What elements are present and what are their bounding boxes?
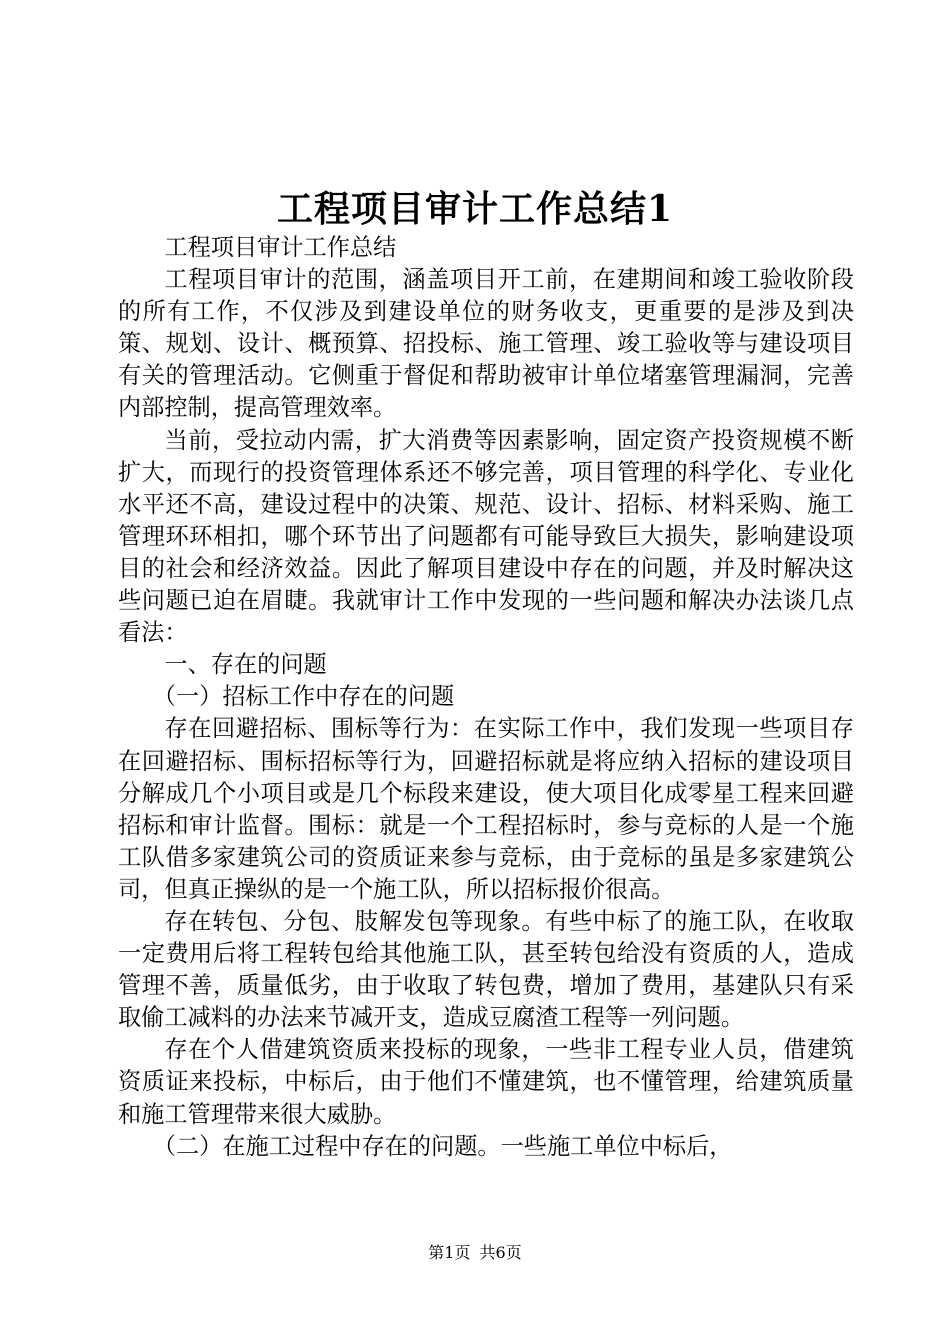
paragraph: 当前，受拉动内需，扩大消费等因素影响，固定资产投资规模不断扩大，而现行的投资管理体系还不够完善，项目管理的科学化、专业化水平还不高，建设过程中的决策、规范、设计、招标、材料采购、施工管理环环相扣，哪个环节出了问题都有可能导致巨大损失，影响建设项目的社会和经济效益。因此了解项目建设中存在的问题，并及时解决这些问题已迫在眉睫。我就审计工作中发现的一些问题和解决办法谈几点看法： [118,426,854,647]
document-title: 工程项目审计工作总结1 [276,188,674,230]
subsection-heading: （二）在施工过程中存在的问题。一些施工单位中标后， [152,1132,733,1160]
page-footer [0,1242,950,1264]
paragraph: 存在个人借建筑资质来投标的现象，一些非工程专业人员，借建筑资质证来投标，中标后，由于他们不懂建筑，也不懂管理，给建筑质量和施工管理带来很大威胁。 [118,1036,854,1128]
paragraph: 存在回避招标、围标等行为：在实际工作中，我们发现一些项目存在回避招标、围标招标等行为，回避招标就是将应纳入招标的建设项目分解成几个小项目或是几个标段来建设，使大项目化成零星工程来回避招标和审计监督。围标：就是一个工程招标时，参与竞标的人是一个施工队借多家建筑公司的资质证来参与竞标，由于竞标的虽是多家建筑公司，但真正操纵的是一个施工队，所以招标报价很高。 [118,715,854,903]
section-heading: 一、存在的问题 [164,651,327,679]
paragraph: 存在转包、分包、肢解发包等现象。有些中标了的施工队，在收取一定费用后将工程转包给其他施工队，甚至转包给没有资质的人，造成管理不善，质量低劣，由于收取了转包费，增加了费用，基建队只有采取偷工减料的办法来节减开支，造成豆腐渣工程等一列问题。 [118,907,854,1032]
paragraph-heading: 工程项目审计工作总结 [164,234,397,261]
page-total: 共6页 [479,1243,522,1262]
document-body [118,232,854,1163]
page-number: 第1页 [428,1243,471,1262]
paragraph: 工程项目审计的范围，涵盖项目开工前，在建期间和竣工验收阶段的所有工作，不仅涉及到建设单位的财务收支，更重要的是涉及到决策、规划、设计、概预算、招投标、施工管理、竣工验收等与建设项目有关的管理活动。它侧重于督促和帮助被审计单位堵塞管理漏洞，完善内部控制，提高管理效率。 [118,266,854,422]
subsection-heading: （一）招标工作中存在的问题 [152,683,455,711]
